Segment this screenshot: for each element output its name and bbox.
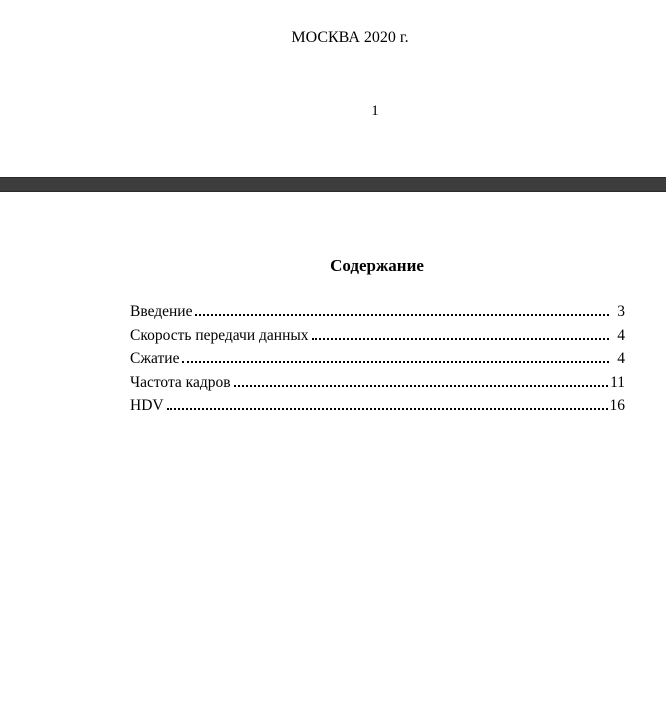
toc-dot-leader xyxy=(195,314,609,316)
toc-entry-page-number[interactable]: 4 xyxy=(617,350,625,368)
toc-entry-skorost[interactable] xyxy=(130,327,625,351)
toc-dot-leader xyxy=(167,408,608,410)
toc-entry-page-number[interactable]: 4 xyxy=(617,326,625,344)
toc-entry-title[interactable]: Введение xyxy=(130,303,193,320)
toc-dot-leader xyxy=(182,361,609,363)
toc-entry-title[interactable]: HDV xyxy=(130,397,164,415)
page-1-number: 1 xyxy=(371,103,379,119)
toc-heading: Содержание xyxy=(330,256,424,275)
page-1 xyxy=(0,0,666,178)
toc-entry-title[interactable]: Сжатие xyxy=(130,350,180,368)
page-2 xyxy=(0,192,666,724)
toc-entry-chastota[interactable] xyxy=(130,374,625,398)
toc-list xyxy=(130,303,625,421)
toc-entry-page-number[interactable]: 11 xyxy=(610,373,625,391)
toc-entry-title[interactable]: Скорость передачи данных xyxy=(130,326,309,344)
toc-entry-szhatie[interactable] xyxy=(130,350,625,374)
toc-entry-page-number[interactable]: 16 xyxy=(609,397,625,415)
toc-dot-leader xyxy=(234,385,609,387)
toc-entry-page-number[interactable]: 3 xyxy=(617,303,625,320)
toc-dot-leader xyxy=(312,338,609,340)
toc-entry-hdv[interactable] xyxy=(130,397,625,421)
page-separator-bar xyxy=(0,177,666,192)
toc-entry-vvedenie[interactable] xyxy=(130,303,625,327)
page-1-footer-text: МОСКВА 2020 г. xyxy=(291,29,409,46)
toc-entry-title[interactable]: Частота кадров xyxy=(130,373,231,391)
